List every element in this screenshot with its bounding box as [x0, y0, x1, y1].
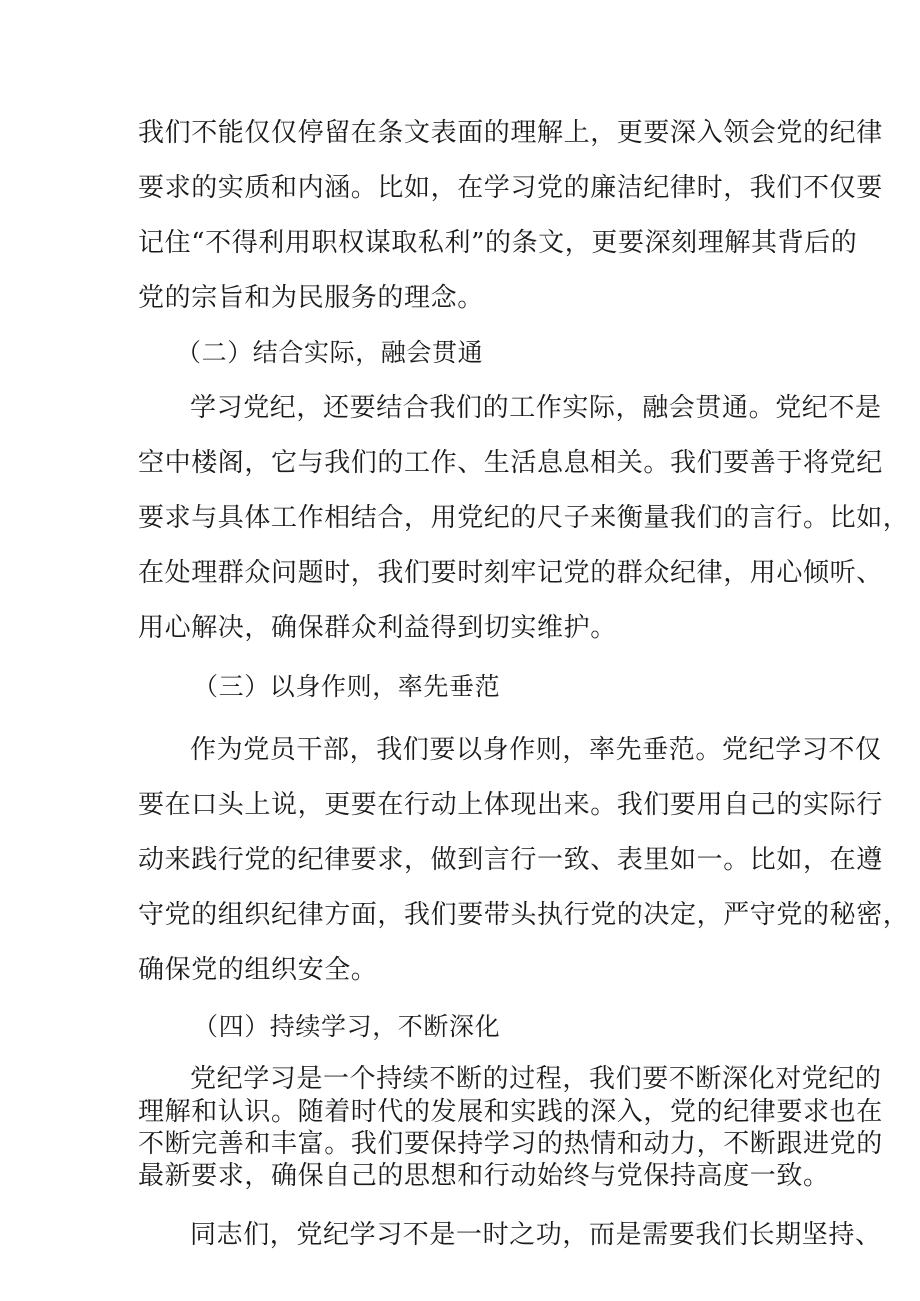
paragraph-line: 学习党纪，还要结合我们的工作实际，融会贯通。党纪不是 — [190, 393, 882, 423]
section-heading: （二）结合实际，融会贯通 — [176, 338, 484, 367]
paragraph-line: 用心解决，确保群众利益得到切实维护。 — [138, 613, 617, 643]
paragraph-line: 党的宗旨和为民服务的理念。 — [138, 283, 484, 313]
paragraph-line: 在处理群众问题时，我们要时刻牢记党的群众纪律，用心倾听、 — [138, 558, 883, 588]
paragraph-line: 作为党员干部，我们要以身作则，率先垂范。党纪学习不仅 — [190, 735, 882, 765]
paragraph-line: 要求与具体工作相结合，用党纪的尺子来衡量我们的言行。比如， — [138, 503, 910, 533]
paragraph-line: 要求的实质和内涵。比如，在学习党的廉洁纪律时，我们不仅要 — [138, 173, 883, 203]
paragraph-line: 空中楼阁，它与我们的工作、生活息息相关。我们要善于将党纪 — [138, 448, 883, 478]
paragraph-line: 记住“不得利用职权谋取私利”的条文，更要深刻理解其背后的 — [138, 228, 858, 258]
paragraph-line: 党纪学习是一个持续不断的过程，我们要不断深化对党纪的 — [190, 1064, 882, 1094]
section-heading: （三）以身作则，率先垂范 — [193, 672, 501, 701]
section-heading: （四）持续学习，不断深化 — [193, 1012, 501, 1041]
paragraph-line: 理解和认识。随着时代的发展和实践的深入，党的纪律要求也在 — [138, 1097, 883, 1127]
paragraph-line: 不断完善和丰富。我们要保持学习的热情和动力，不断跟进党的 — [138, 1129, 883, 1159]
paragraph-line: 最新要求，确保自己的思想和行动始终与党保持高度一致。 — [138, 1161, 830, 1191]
paragraph-line: 确保党的组织安全。 — [138, 955, 378, 985]
paragraph-line: 守党的组织纪律方面，我们要带头执行党的决定，严守党的秘密， — [138, 900, 910, 930]
paragraph-line: 动来践行党的纪律要求，做到言行一致、表里如一。比如，在遵 — [138, 845, 883, 875]
paragraph-line: 同志们，党纪学习不是一时之功，而是需要我们长期坚持、 — [190, 1220, 882, 1250]
paragraph-line: 我们不能仅仅停留在条文表面的理解上，更要深入领会党的纪律 — [138, 118, 883, 148]
paragraph-line: 要在口头上说，更要在行动上体现出来。我们要用自己的实际行 — [138, 790, 883, 820]
